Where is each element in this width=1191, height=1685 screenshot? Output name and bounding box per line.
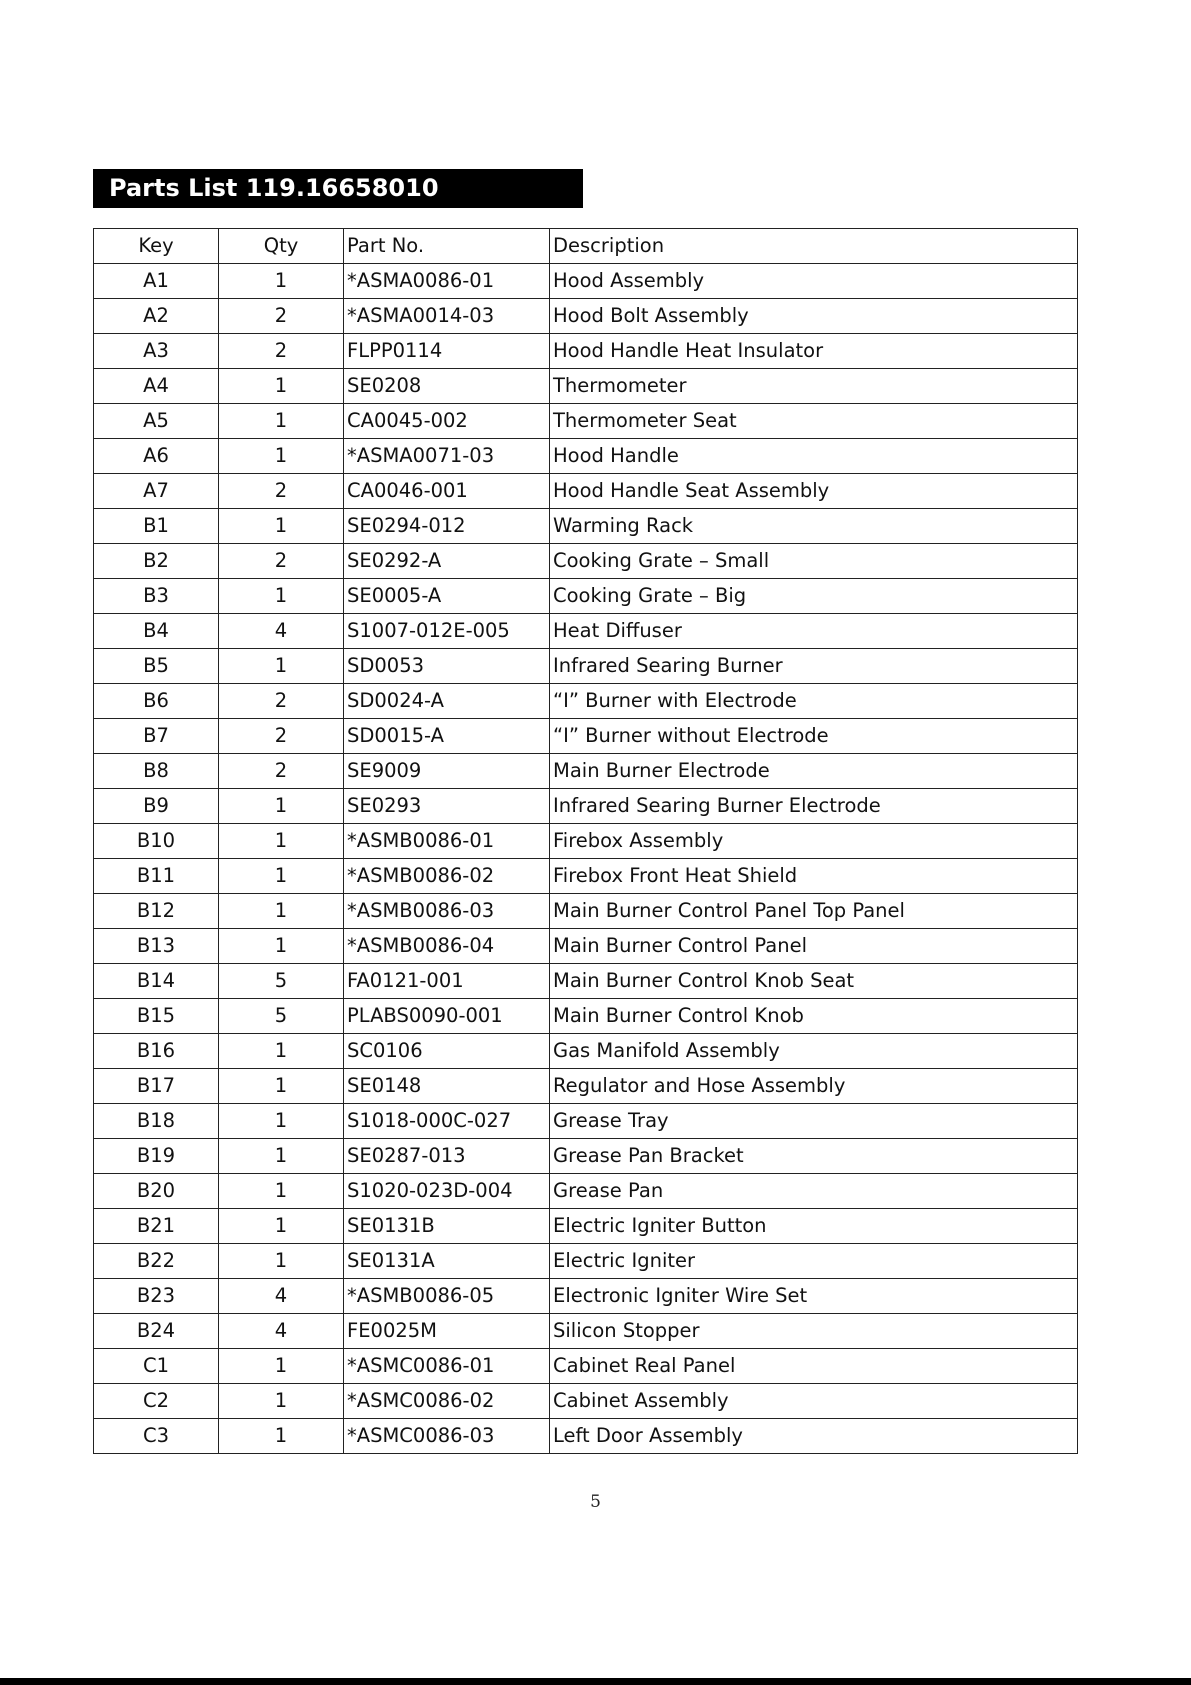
cell-part-no: *ASMC0086-02 xyxy=(344,1384,550,1419)
cell-key: B14 xyxy=(94,964,219,999)
cell-key: B8 xyxy=(94,754,219,789)
cell-key: B18 xyxy=(94,1104,219,1139)
table-row xyxy=(94,999,1078,1034)
cell-description: Grease Pan Bracket xyxy=(550,1139,1078,1174)
column-header-part-no: Part No. xyxy=(344,229,550,264)
table-row xyxy=(94,1174,1078,1209)
cell-part-no: CA0046-001 xyxy=(344,474,550,509)
table-row xyxy=(94,1069,1078,1104)
table-row xyxy=(94,1139,1078,1174)
cell-qty: 1 xyxy=(219,1069,344,1104)
table-row xyxy=(94,614,1078,649)
cell-part-no: SE0131A xyxy=(344,1244,550,1279)
cell-qty: 4 xyxy=(219,1279,344,1314)
table-header-row xyxy=(94,229,1078,264)
cell-part-no: *ASMB0086-04 xyxy=(344,929,550,964)
cell-key: B3 xyxy=(94,579,219,614)
cell-qty: 1 xyxy=(219,369,344,404)
cell-qty: 1 xyxy=(219,1034,344,1069)
cell-key: B22 xyxy=(94,1244,219,1279)
cell-description: Grease Pan xyxy=(550,1174,1078,1209)
cell-key: B7 xyxy=(94,719,219,754)
table-row xyxy=(94,964,1078,999)
cell-description: “I” Burner with Electrode xyxy=(550,684,1078,719)
cell-description: Hood Handle Seat Assembly xyxy=(550,474,1078,509)
cell-key: B12 xyxy=(94,894,219,929)
cell-part-no: S1020-023D-004 xyxy=(344,1174,550,1209)
table-row xyxy=(94,1244,1078,1279)
cell-part-no: *ASMB0086-05 xyxy=(344,1279,550,1314)
cell-description: Hood Handle Heat Insulator xyxy=(550,334,1078,369)
table-row xyxy=(94,649,1078,684)
table-row xyxy=(94,1384,1078,1419)
cell-description: Infrared Searing Burner Electrode xyxy=(550,789,1078,824)
cell-description: Cabinet Assembly xyxy=(550,1384,1078,1419)
cell-description: Firebox Front Heat Shield xyxy=(550,859,1078,894)
cell-description: Silicon Stopper xyxy=(550,1314,1078,1349)
parts-table xyxy=(93,228,1078,1454)
cell-qty: 1 xyxy=(219,1244,344,1279)
table-row xyxy=(94,1209,1078,1244)
cell-part-no: FE0025M xyxy=(344,1314,550,1349)
table-row xyxy=(94,264,1078,299)
cell-qty: 1 xyxy=(219,1349,344,1384)
cell-qty: 1 xyxy=(219,1384,344,1419)
cell-description: Hood Bolt Assembly xyxy=(550,299,1078,334)
cell-part-no: FLPP0114 xyxy=(344,334,550,369)
cell-key: B15 xyxy=(94,999,219,1034)
cell-qty: 1 xyxy=(219,579,344,614)
cell-description: Hood Assembly xyxy=(550,264,1078,299)
cell-key: B23 xyxy=(94,1279,219,1314)
cell-description: Gas Manifold Assembly xyxy=(550,1034,1078,1069)
cell-qty: 1 xyxy=(219,789,344,824)
table-row xyxy=(94,929,1078,964)
cell-key: A2 xyxy=(94,299,219,334)
cell-part-no: *ASMA0071-03 xyxy=(344,439,550,474)
page-number: 5 xyxy=(590,1492,601,1512)
cell-qty: 1 xyxy=(219,1104,344,1139)
cell-description: Firebox Assembly xyxy=(550,824,1078,859)
cell-part-no: SE0293 xyxy=(344,789,550,824)
table-row xyxy=(94,369,1078,404)
cell-part-no: SD0015-A xyxy=(344,719,550,754)
cell-qty: 1 xyxy=(219,824,344,859)
cell-description: Main Burner Control Panel Top Panel xyxy=(550,894,1078,929)
cell-qty: 1 xyxy=(219,929,344,964)
table-row xyxy=(94,334,1078,369)
column-header-key: Key xyxy=(94,229,219,264)
cell-qty: 1 xyxy=(219,649,344,684)
cell-description: Electronic Igniter Wire Set xyxy=(550,1279,1078,1314)
cell-qty: 5 xyxy=(219,964,344,999)
cell-description: Cooking Grate – Big xyxy=(550,579,1078,614)
cell-qty: 1 xyxy=(219,859,344,894)
cell-part-no: *ASMC0086-03 xyxy=(344,1419,550,1454)
cell-key: A1 xyxy=(94,264,219,299)
table-row xyxy=(94,894,1078,929)
cell-key: B13 xyxy=(94,929,219,964)
table-row xyxy=(94,1104,1078,1139)
cell-key: C3 xyxy=(94,1419,219,1454)
cell-description: Thermometer xyxy=(550,369,1078,404)
cell-part-no: SD0024-A xyxy=(344,684,550,719)
table-row xyxy=(94,1349,1078,1384)
table-row xyxy=(94,1314,1078,1349)
cell-description: Main Burner Control Panel xyxy=(550,929,1078,964)
cell-part-no: *ASMB0086-02 xyxy=(344,859,550,894)
cell-qty: 2 xyxy=(219,299,344,334)
cell-key: B16 xyxy=(94,1034,219,1069)
table-row xyxy=(94,824,1078,859)
cell-qty: 4 xyxy=(219,1314,344,1349)
cell-description: Infrared Searing Burner xyxy=(550,649,1078,684)
cell-key: A3 xyxy=(94,334,219,369)
cell-qty: 1 xyxy=(219,509,344,544)
cell-description: Hood Handle xyxy=(550,439,1078,474)
parts-list-title: Parts List 119.16658010 xyxy=(93,169,583,208)
cell-description: Cabinet Real Panel xyxy=(550,1349,1078,1384)
cell-qty: 5 xyxy=(219,999,344,1034)
cell-qty: 2 xyxy=(219,474,344,509)
cell-qty: 1 xyxy=(219,439,344,474)
table-row xyxy=(94,789,1078,824)
cell-description: Main Burner Electrode xyxy=(550,754,1078,789)
cell-description: Electric Igniter Button xyxy=(550,1209,1078,1244)
cell-description: Main Burner Control Knob xyxy=(550,999,1078,1034)
cell-key: B2 xyxy=(94,544,219,579)
cell-qty: 2 xyxy=(219,719,344,754)
table-row xyxy=(94,439,1078,474)
cell-description: Thermometer Seat xyxy=(550,404,1078,439)
cell-part-no: SD0053 xyxy=(344,649,550,684)
cell-qty: 4 xyxy=(219,614,344,649)
table-row xyxy=(94,474,1078,509)
cell-description: Main Burner Control Knob Seat xyxy=(550,964,1078,999)
cell-qty: 2 xyxy=(219,754,344,789)
cell-key: A4 xyxy=(94,369,219,404)
table-row xyxy=(94,544,1078,579)
cell-qty: 1 xyxy=(219,1209,344,1244)
cell-description: Grease Tray xyxy=(550,1104,1078,1139)
cell-qty: 1 xyxy=(219,1419,344,1454)
cell-key: B21 xyxy=(94,1209,219,1244)
table-row xyxy=(94,404,1078,439)
cell-qty: 1 xyxy=(219,404,344,439)
cell-part-no: SE0287-013 xyxy=(344,1139,550,1174)
cell-key: B20 xyxy=(94,1174,219,1209)
cell-description: Electric Igniter xyxy=(550,1244,1078,1279)
cell-part-no: CA0045-002 xyxy=(344,404,550,439)
cell-part-no: SE0294-012 xyxy=(344,509,550,544)
cell-description: Left Door Assembly xyxy=(550,1419,1078,1454)
cell-part-no: SE9009 xyxy=(344,754,550,789)
cell-part-no: *ASMC0086-01 xyxy=(344,1349,550,1384)
cell-part-no: SE0005-A xyxy=(344,579,550,614)
cell-key: B24 xyxy=(94,1314,219,1349)
table-row xyxy=(94,299,1078,334)
table-row xyxy=(94,719,1078,754)
table-row xyxy=(94,754,1078,789)
cell-key: B19 xyxy=(94,1139,219,1174)
column-header-qty: Qty xyxy=(219,229,344,264)
cell-key: B4 xyxy=(94,614,219,649)
table-row xyxy=(94,1034,1078,1069)
cell-qty: 2 xyxy=(219,544,344,579)
cell-qty: 1 xyxy=(219,1139,344,1174)
cell-part-no: SC0106 xyxy=(344,1034,550,1069)
cell-part-no: *ASMA0014-03 xyxy=(344,299,550,334)
cell-description: “I” Burner without Electrode xyxy=(550,719,1078,754)
cell-part-no: SE0292-A xyxy=(344,544,550,579)
table-row xyxy=(94,859,1078,894)
cell-part-no: SE0208 xyxy=(344,369,550,404)
table-row xyxy=(94,1279,1078,1314)
table-row xyxy=(94,1419,1078,1454)
table-row xyxy=(94,684,1078,719)
cell-key: B9 xyxy=(94,789,219,824)
cell-part-no: SE0148 xyxy=(344,1069,550,1104)
cell-key: A6 xyxy=(94,439,219,474)
table-row xyxy=(94,509,1078,544)
bottom-rule xyxy=(0,1678,1191,1685)
cell-key: B6 xyxy=(94,684,219,719)
cell-key: B17 xyxy=(94,1069,219,1104)
cell-qty: 2 xyxy=(219,684,344,719)
cell-key: B10 xyxy=(94,824,219,859)
cell-key: C2 xyxy=(94,1384,219,1419)
table-row xyxy=(94,579,1078,614)
cell-description: Cooking Grate – Small xyxy=(550,544,1078,579)
cell-part-no: FA0121-001 xyxy=(344,964,550,999)
cell-part-no: SE0131B xyxy=(344,1209,550,1244)
cell-key: B1 xyxy=(94,509,219,544)
cell-part-no: S1018-000C-027 xyxy=(344,1104,550,1139)
cell-qty: 1 xyxy=(219,1174,344,1209)
parts-table-body xyxy=(94,264,1078,1454)
cell-description: Warming Rack xyxy=(550,509,1078,544)
cell-key: C1 xyxy=(94,1349,219,1384)
cell-part-no: S1007-012E-005 xyxy=(344,614,550,649)
cell-description: Regulator and Hose Assembly xyxy=(550,1069,1078,1104)
cell-key: A7 xyxy=(94,474,219,509)
cell-description: Heat Diffuser xyxy=(550,614,1078,649)
cell-qty: 2 xyxy=(219,334,344,369)
column-header-description: Description xyxy=(550,229,1078,264)
cell-key: B5 xyxy=(94,649,219,684)
cell-part-no: PLABS0090-001 xyxy=(344,999,550,1034)
cell-part-no: *ASMB0086-01 xyxy=(344,824,550,859)
cell-part-no: *ASMB0086-03 xyxy=(344,894,550,929)
cell-qty: 1 xyxy=(219,894,344,929)
cell-key: A5 xyxy=(94,404,219,439)
cell-part-no: *ASMA0086-01 xyxy=(344,264,550,299)
cell-key: B11 xyxy=(94,859,219,894)
cell-qty: 1 xyxy=(219,264,344,299)
